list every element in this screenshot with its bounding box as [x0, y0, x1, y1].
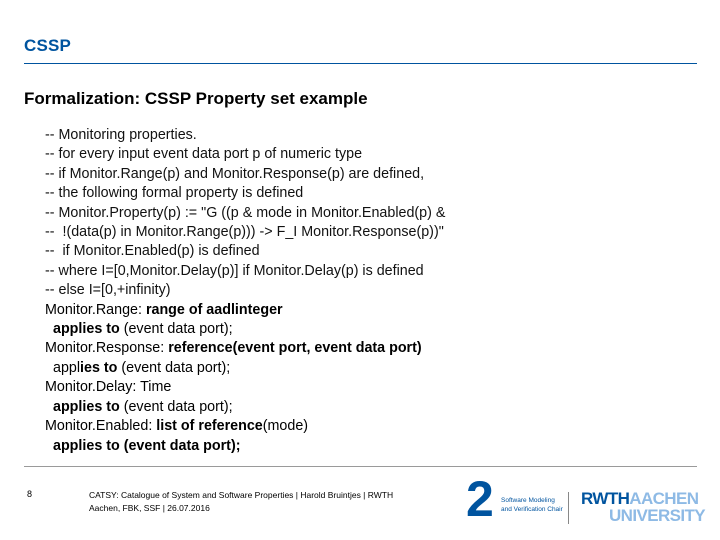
property-argument: (event port, event data port) [232, 340, 422, 357]
property-response [45, 339, 705, 358]
comment-line: -- else I=[0,+infinity) [45, 282, 171, 299]
property-range [45, 301, 705, 320]
property-keyword: reference [168, 340, 233, 357]
applies-keyword: ies to [80, 359, 122, 376]
applies-keyword: applies to [53, 398, 124, 415]
comment-line: -- if Monitor.Range(p) and Monitor.Response(p) are defined, [45, 165, 425, 182]
footer-line: CATSY: Catalogue of System and Software Properties | Harold Bruintjes | RWTH [89, 490, 394, 500]
applies-target: (event data port); [123, 321, 233, 338]
rwth-logo-university: UNIVERSITY [609, 506, 706, 525]
property-range-applies [45, 320, 705, 339]
chair-logo-text [501, 496, 563, 514]
property-delay [45, 378, 705, 397]
header-divider [24, 63, 697, 64]
property-name: Monitor.Range: [45, 301, 146, 318]
property-name: Monitor.Enabled: [45, 418, 157, 435]
applies-keyword: applies to [53, 321, 124, 338]
comment-line: -- Monitoring properties. [45, 127, 197, 143]
chair-logo-line: Software Modeling [501, 497, 555, 504]
property-enabled [45, 417, 705, 436]
property-name: Monitor.Delay: Time [45, 379, 172, 396]
slide-heading: Formalization: CSSP Property set example [24, 89, 368, 108]
rwth-logo [581, 489, 706, 526]
footer-citation [89, 489, 393, 514]
comment-line: -- Monitor.Property(p) := "G ((p & mode in Monitor.Enabled(p) & [45, 204, 446, 221]
rwth-logo-line [581, 490, 699, 507]
section-title: CSSP [24, 36, 72, 55]
applies-target: (event data port); [123, 398, 233, 415]
rwth-logo-aachen: AACHEN [629, 489, 699, 508]
applies-prefix: appl [53, 359, 81, 376]
footer-divider [24, 466, 697, 467]
slide-body [45, 126, 705, 456]
applies-target: (event data port); [121, 359, 231, 376]
comment-line: -- if Monitor.Enabled(p) is defined [45, 243, 260, 260]
rwth-logo-rwth: RWTH [581, 489, 630, 508]
comment-line: -- !(data(p) in Monitor.Range(p))) -> F_I Monitor.Response(p))" [45, 224, 444, 241]
applies-target: (event data port); [123, 437, 241, 454]
property-name: Monitor.Response: [45, 340, 169, 357]
chair-logo [466, 471, 576, 527]
comment-line: -- where I=[0,Monitor.Delay(p)] if Monitor.Delay(p) is defined [45, 262, 424, 279]
property-response-applies [45, 359, 705, 378]
page-number: 8 [27, 489, 33, 499]
applies-keyword: applies to [53, 437, 124, 454]
property-keyword: list of reference [156, 418, 263, 435]
property-keyword: range of aadlinteger [145, 301, 283, 318]
property-delay-applies [45, 398, 705, 417]
chair-logo-line: and Verification Chair [501, 506, 563, 513]
comment-line: -- the following formal property is defined [45, 185, 304, 202]
comment-line: -- for every input event data port p of numeric type [45, 146, 363, 163]
logo-separator [568, 492, 569, 524]
property-enabled-applies [45, 437, 705, 456]
property-argument: (mode) [262, 418, 309, 435]
chair-logo-digit: 2 [466, 471, 494, 527]
footer-line: Aachen, FBK, SSF | 26.07.2016 [89, 502, 210, 513]
